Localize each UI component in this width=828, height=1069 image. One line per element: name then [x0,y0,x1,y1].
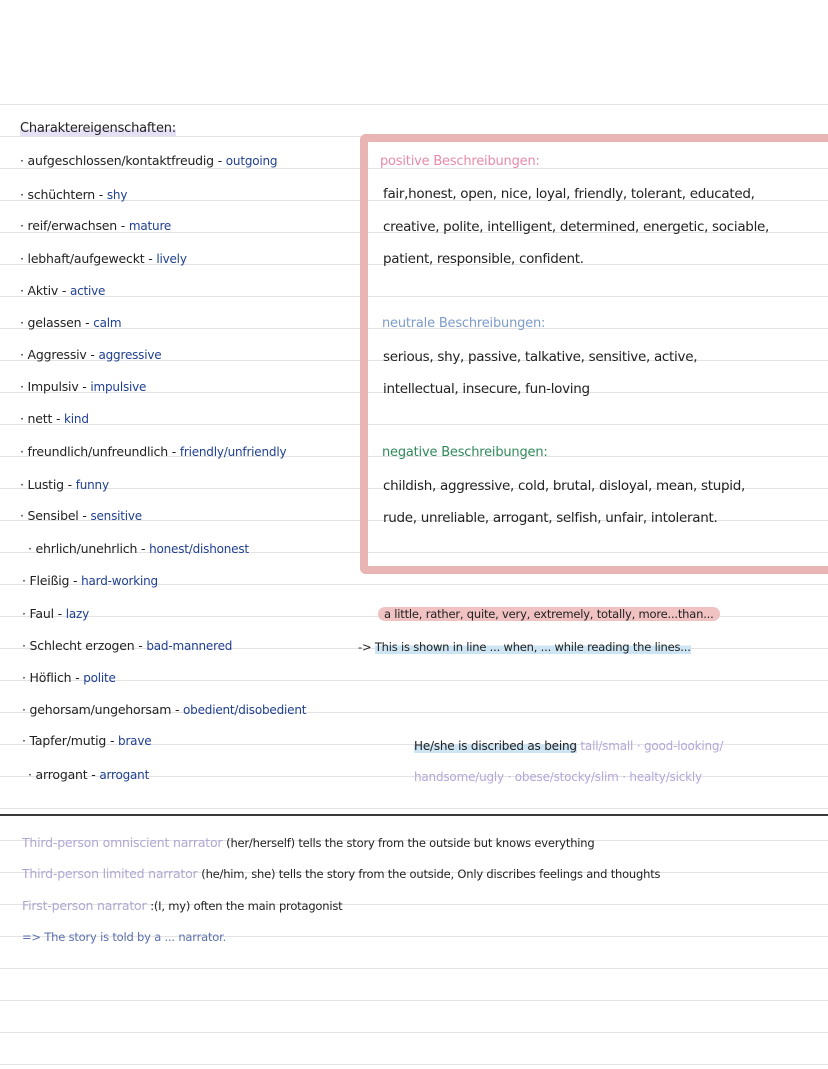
vocab-dash: - [213,153,226,168]
bullet: · [20,187,28,202]
vocab-dash: - [63,477,76,492]
vocab-english: bad-mannered [146,639,233,653]
vocab-dash: - [71,670,84,685]
narrator-first-person-label: First-person narrator [22,898,147,913]
vocab-item [20,187,127,202]
vocab-english: honest/dishonest [149,542,249,556]
vocab-dash: - [87,767,100,782]
vocab-german: reif/erwachsen [27,218,118,233]
page-top-margin [0,0,828,104]
vocab-english: aggressive [98,348,162,362]
neutral-line-1: serious, shy, passive, talkative, sensitive, active, [383,349,698,365]
narrator-limited-label: Third-person limited narrator [22,866,198,881]
bullet: · [20,444,28,459]
vocab-english: hard-working [81,574,158,588]
bullet: · [20,379,28,394]
bullet: · [20,411,28,426]
bullet: · [22,573,30,588]
vocab-dash: - [95,187,107,202]
heading-character-traits: Charaktereigenschaften: [20,121,176,136]
vocab-english: obedient/disobedient [183,703,307,717]
vocab-english: shy [106,188,128,202]
narrator-omniscient-text: (her/herself) tells the story from the outside but knows everything [226,836,595,850]
vocab-item [28,541,249,556]
intensifiers-line: a little, rather, quite, very, extremely, totally, more...than... [378,607,720,621]
vocab-english: funny [75,478,109,492]
vocab-item [22,606,89,621]
vocab-dash: - [78,508,91,523]
vocab-english: sensitive [90,509,142,523]
vocab-item [20,218,171,233]
narrator-omniscient [22,835,595,850]
vocab-german: freundlich/unfreundlich [27,444,168,459]
vocab-english: impulsive [90,380,147,394]
vocab-item [20,444,286,459]
vocab-dash: - [52,411,65,426]
vocab-dash: - [53,606,66,621]
described-options-1: tall/small · good-looking/ [580,739,724,753]
vocab-item [20,508,142,523]
narrator-limited [22,866,660,881]
bullet: · [20,218,28,233]
described-lead: He/she is discribed as being [414,739,577,753]
neutral-title: neutrale Beschreibungen: [382,316,546,331]
narrator-summary: => The story is told by a ... narrator. [22,930,227,944]
bullet: · [20,283,28,298]
bullet: · [20,251,28,266]
vocab-dash: - [167,444,180,459]
vocab-dash: - [137,541,150,556]
bullet: · [22,606,30,621]
vocab-german: Aktiv [27,283,59,298]
bullet: · [20,153,28,168]
vocab-german: Fleißig [29,573,70,588]
vocab-german: gehorsam/ungehorsam [29,702,172,717]
vocab-dash: - [69,573,82,588]
positive-title: positive Beschreibungen: [380,154,540,169]
vocab-english: active [69,284,106,298]
vocab-english: arrogant [99,768,150,782]
vocab-german: Faul [29,606,54,621]
bullet: · [20,477,28,492]
vocab-english: kind [64,412,89,426]
bullet: · [22,670,30,685]
vocab-german: nett [27,411,53,426]
vocab-english: outgoing [225,154,278,168]
vocab-german: Höflich [29,670,72,685]
vocab-dash: - [86,347,99,362]
vocab-item [22,638,232,653]
negative-line-2: rude, unreliable, arrogant, selfish, unfair, intolerant. [383,510,718,526]
vocab-english: friendly/unfriendly [179,445,287,459]
negative-line-1: childish, aggressive, cold, brutal, disloyal, mean, stupid, [383,478,745,494]
narrator-omniscient-label: Third-person omniscient narrator [22,835,223,850]
vocab-dash: - [144,251,157,266]
vocab-german: lebhaft/aufgeweckt [27,251,145,266]
arrow-icon: -> [358,640,372,654]
bullet: · [22,733,30,748]
vocab-german: arrogant [35,767,88,782]
vocab-german: ehrlich/unehrlich [35,541,138,556]
vocab-item [28,767,149,782]
narrator-limited-text: (he/him, she) tells the story from the outside, Only discribes feelings and thoughts [201,867,661,881]
shown-in-line-text: This is shown in line ... when, ... while reading the lines... [374,640,691,654]
vocab-german: Sensibel [27,508,79,523]
vocab-item [20,411,89,426]
vocab-dash: - [134,638,147,653]
narrator-first-person-text: :(I, my) often the main protagonist [150,899,343,913]
vocab-item [20,283,105,298]
positive-line-2: creative, polite, intelligent, determined, energetic, sociable, [383,219,770,235]
vocab-german: Aggressiv [27,347,87,362]
vocab-item [20,347,161,362]
vocab-dash: - [171,702,184,717]
vocab-dash: - [106,733,119,748]
vocab-german: Schlecht erzogen [29,638,135,653]
positive-line-3: patient, responsible, confident. [383,251,584,267]
vocab-german: schüchtern [27,187,96,202]
vocab-item [20,251,187,266]
vocab-english: polite [83,671,116,685]
negative-title: negative Beschreibungen: [382,445,548,460]
bullet: · [20,315,28,330]
vocab-english: lively [156,252,187,266]
vocab-german: aufgeschlossen/kontaktfreudig [27,153,214,168]
vocab-item [20,153,277,168]
vocab-dash: - [78,379,91,394]
vocab-dash: - [58,283,70,298]
vocab-german: gelassen [27,315,82,330]
neutral-line-2: intellectual, insecure, fun-loving [383,381,590,397]
vocab-english: brave [118,734,152,748]
bullet: · [28,767,36,782]
vocab-item [20,379,146,394]
bullet: · [28,541,36,556]
vocab-dash: - [117,218,129,233]
bullet: · [20,347,28,362]
vocab-german: Lustig [27,477,64,492]
vocab-item [22,573,158,588]
vocab-item [20,477,109,492]
vocab-english: lazy [65,607,90,621]
described-options-2: handsome/ugly · obese/stocky/slim · healty/sickly [414,770,702,784]
bullet: · [22,702,30,717]
shown-in-line [358,640,691,654]
vocab-english: mature [128,219,172,233]
described-line-1 [414,739,723,753]
vocab-english: calm [93,316,122,330]
section-divider [0,814,828,816]
vocab-item [22,670,116,685]
bullet: · [22,638,30,653]
vocab-item [22,733,151,748]
narrator-first-person [22,898,342,913]
positive-line-1: fair,honest, open, nice, loyal, friendly, tolerant, educated, [383,186,755,202]
bullet: · [20,508,28,523]
vocab-item [20,315,121,330]
vocab-german: Impulsiv [27,379,79,394]
vocab-dash: - [81,315,94,330]
vocab-item [22,702,306,717]
vocab-german: Tapfer/mutig [29,733,107,748]
